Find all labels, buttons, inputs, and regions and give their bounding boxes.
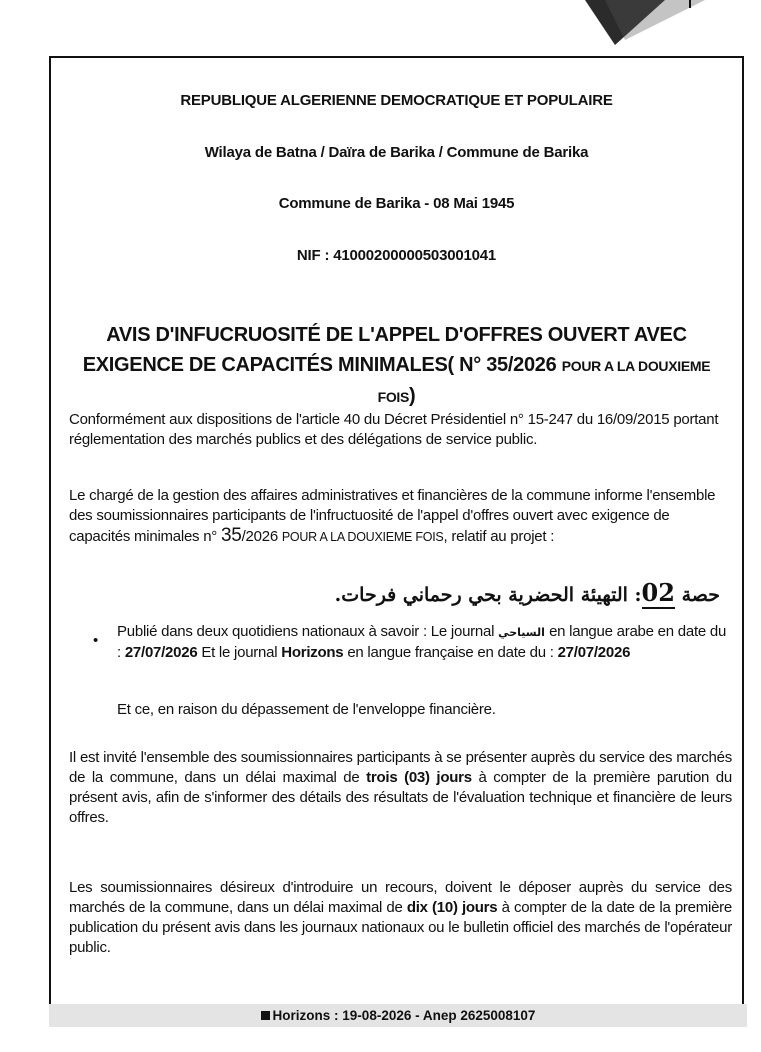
appeal-paragraph [69,878,732,958]
nif-line: NIF : 41000200000503001041 [296,247,497,264]
para4-text-1: Les soumissionnaires désireux d'introduire un recours, doivent le déposer auprès du service des marchés de la commune, dans un délai maximal de [69,879,732,916]
legal-reference-paragraph: Conformément aux dispositions de l'article 40 du Décret Présidentiel n° 15-247 du 16/09/2015 portant réglementation des marchés publics et des délégations de service public. [69,411,719,448]
footer-text: Horizons : 19-08-2026 - Anep 2625008107 [272,1008,536,1023]
para4-deadline: dix (10) jours [406,899,498,916]
para3-text-1: Il est invité l'ensemble des soumissionnaires participants à se présenter auprès du service des marchés de la commune, dans un délai maximal de [69,749,732,786]
title-close: ) [409,385,416,407]
arabic-lot-text: : التهيئة الحضرية بحي رحماني فرحات. [334,584,642,606]
invitation-paragraph [69,748,732,828]
journal-horizons: Horizons [281,644,344,661]
footer-bar [49,1004,747,1027]
arabic-lot-number: 02 [641,578,675,607]
square-icon [261,1011,270,1020]
wilaya-line: Wilaya de Batna / Daïra de Barika / Commune de Barika [204,144,589,161]
bullet-text-2: en langue arabe en date du : [117,623,727,661]
commune-line: Commune de Barika - 08 Mai 1945 [278,195,515,212]
para3-deadline: trois (03) jours [366,769,472,786]
infructuosity-paragraph [69,486,732,547]
title-main: AVIS D'INFUCRUOSITÉ DE L'APPEL D'OFFRES OUVERT AVEC EXIGENCE DE CAPACITÉS MINIMALES( N° 35/2026 [82,324,687,376]
bullet-icon: • [93,632,99,649]
notice-title [69,320,724,412]
publication-date-1: 27/07/2026 [124,644,198,661]
republic-heading: REPUBLIQUE ALGERIENNE DEMOCRATIQUE ET POPULAIRE [180,92,613,109]
bullet-text-1: Publié dans deux quotidiens nationaux à savoir : Le journal [117,623,495,640]
title-small: POUR A LA DOUXIEME FOIS [377,358,711,405]
para2-year: /2026 [241,528,278,545]
para2-text: Le chargé de la gestion des affaires administratives et financières de la commune informe l'ensemble des soumissionnaires participants de l'infructuosité de l'appel d'offres ouvert avec exigence de capacités minimales n° [69,487,716,545]
arabic-lot-prefix: حصة [681,584,720,606]
arabic-lot-line [335,578,720,607]
para3-text-2: à compter de la première parution du présent avis, afin de s'informer des détails des résultats de l'évaluation technique et financière de leurs offres. [69,769,732,826]
para2-end: , relatif au projet : [443,528,555,545]
corner-decoration [585,0,725,50]
bullet-text-4: en langue française en date du : [347,644,554,661]
publication-bullet [117,622,730,663]
publication-date-2: 27/07/2026 [557,644,631,661]
bullet-text-3: Et le journal [201,644,278,661]
para4-text-2: à compter de la date de la première publication du présent avis dans les journaux nationaux ou le bulletin officiel des marchés de l'opérateur public. [69,899,733,956]
reason-line: Et ce, en raison du dépassement de l'enveloppe financière. [117,701,496,718]
para2-small: POUR A LA DOUXIEME FOIS [281,530,444,544]
notice-frame [49,56,744,1004]
arabic-journal-name: السياحي [498,626,545,639]
para2-number: 35 [220,525,242,546]
